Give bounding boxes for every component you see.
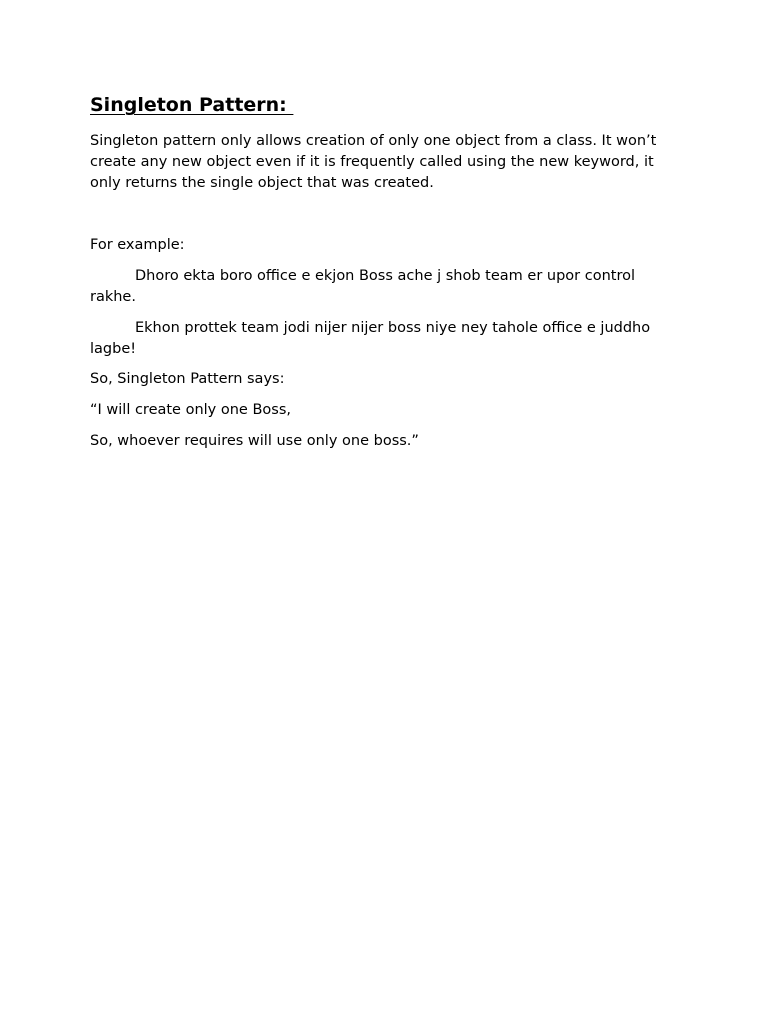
says-label: So, Singleton Pattern says:	[90, 371, 285, 388]
intro-paragraph: Singleton pattern only allows creation of only one object from a class. It won’t create any new object even if it is frequently called using the new keyword, it only returns the single object that was created.	[90, 133, 657, 191]
example-paragraph-1: Dhoro ekta boro office e ekjon Boss ache j shob team er upor control rakhe.	[90, 268, 635, 305]
quote-line-2: So, whoever requires will use only one boss.”	[90, 432, 419, 449]
example-label: For example:	[90, 237, 185, 254]
document-title: Singleton Pattern:	[90, 94, 294, 116]
example-paragraph-2: Ekhon prottek team jodi nijer nijer boss niye ney tahole office e juddho lagbe!	[90, 319, 651, 357]
document-page	[90, 93, 680, 452]
quote-line-1: “I will create only one Boss,	[90, 402, 291, 419]
